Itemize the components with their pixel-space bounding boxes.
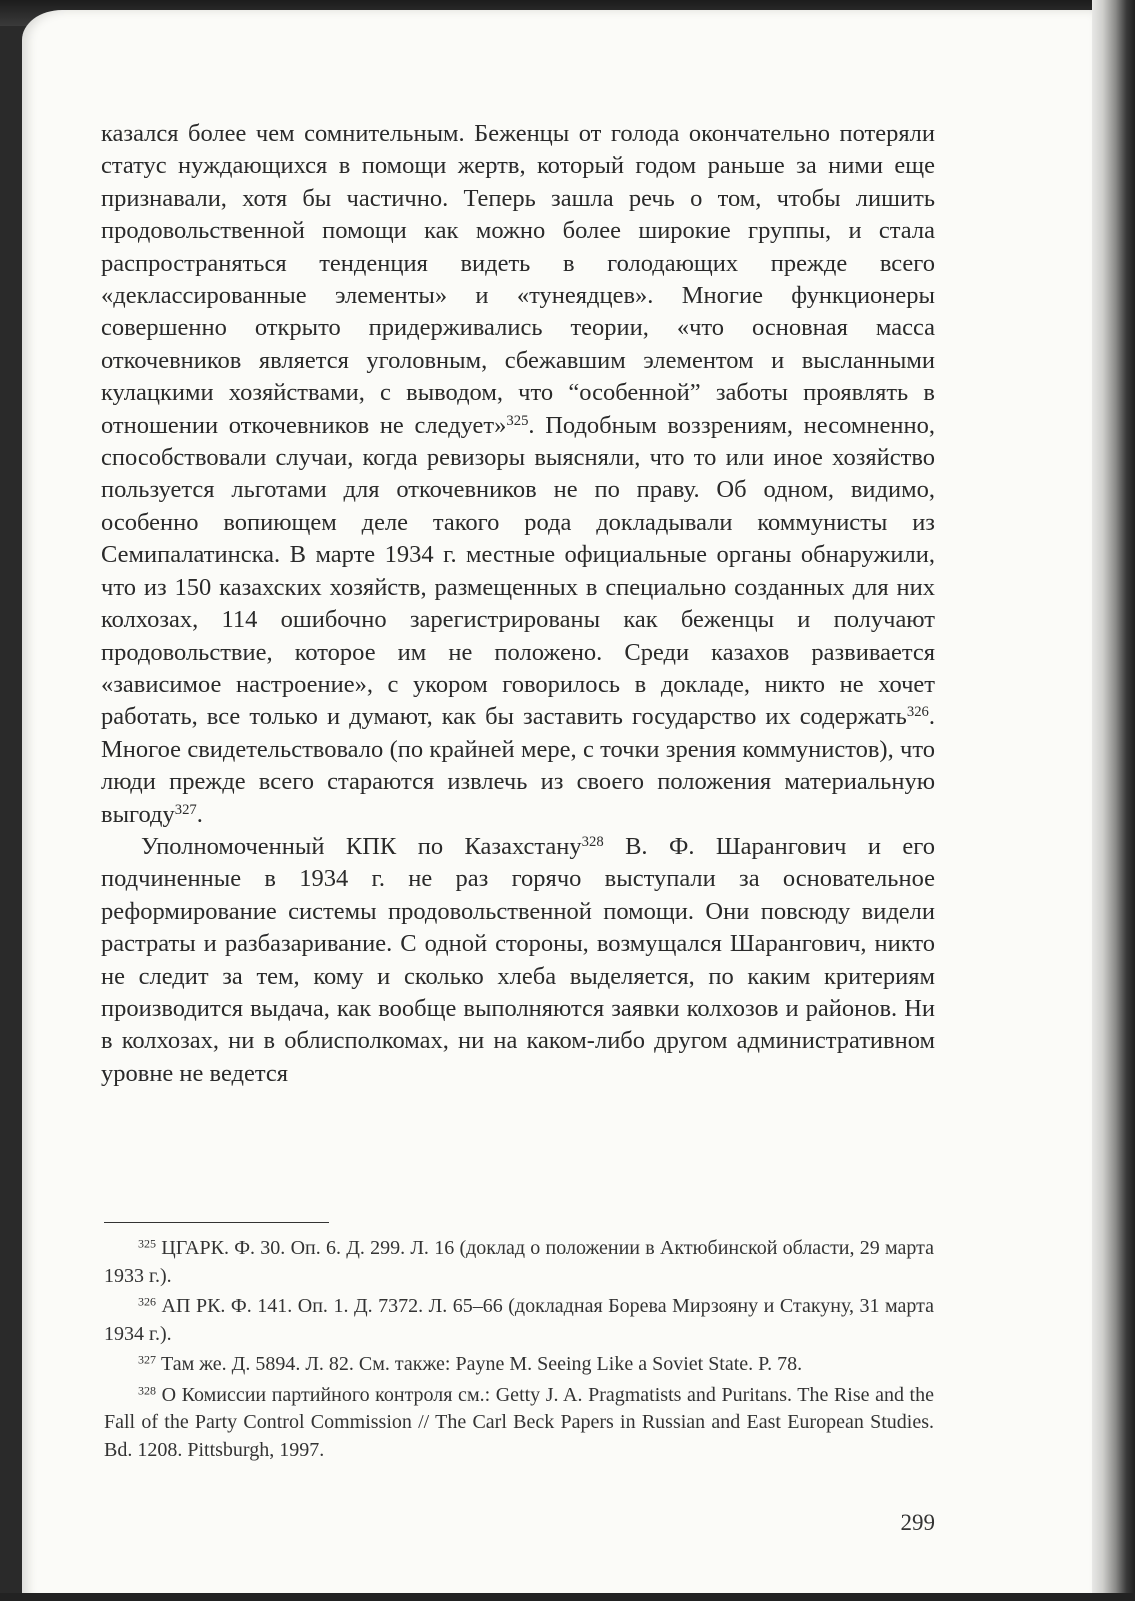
footnotes <box>104 1235 934 1467</box>
footnote-ref-327[interactable]: 327 <box>174 801 197 818</box>
footnote-ref-328[interactable]: 328 <box>581 833 604 850</box>
footnote-text: АП РК. Ф. 141. Оп. 1. Д. 7372. Л. 65–66 (докладная Борева Мирзояну и Стакуну, 31 марта 1934 г.). <box>104 1295 935 1345</box>
footnote-326 <box>104 1293 934 1348</box>
footnote-ref-326[interactable]: 326 <box>906 704 929 721</box>
footnote-ref-325[interactable]: 325 <box>506 412 529 429</box>
text-run: . Подобным воззрениям, несомненно, способствовали случаи, когда ревизоры выясняли, что то или иное хозяйство пользуется льготами для откочевников не по праву. Об одном, видимо, особенно вопиющем деле такого рода докладывали коммунисты из Семипалатинска. В марте 1934 г. местные официальные органы обнаружили, что из 150 казахских хозяйств, размещенных в специально созданных для них колхозах, 114 ошибочно зарегистрированы как беженцы и получают продовольствие, которое им не положено. Среди казахов развивается «зависимое настроение», с укором говорилось в докладе, никто не хочет работать, все только и думают, как бы заставить государство их содержать <box>101 411 935 731</box>
footnote-number: 326 <box>138 1294 156 1309</box>
text-run: казался более чем сомнительным. Беженцы от голода окончательно потеряли статус нуждающихся в помощи жертв, который годом раньше за ними еще признавали, хотя бы частично. Теперь зашла речь о том, чтобы лишить продовольственной помощи как можно более широкие группы, и стала распространяться тенденция видеть в голодающих прежде всего «деклассированные элементы» и «тунеядцев». Многие функционеры совершенно открыто придерживались теории, «что основная масса откочевников является уголовным, сбежавшим элементом и высланными кулацкими хозяйствами, с выводом, что “особенной” заботы проявлять в отношении откочевников не следует» <box>101 120 935 439</box>
paragraph-1 <box>101 118 935 831</box>
footnote-number: 328 <box>138 1382 156 1397</box>
text-run: . <box>196 800 203 828</box>
footnote-327 <box>104 1351 934 1379</box>
footnote-325 <box>104 1235 934 1290</box>
footnote-text: ЦГАРК. Ф. 30. Оп. 6. Д. 299. Л. 16 (доклад о положении в Актюбинской области, 29 марта 1933 г.). <box>104 1237 935 1287</box>
main-text <box>101 118 935 1090</box>
paragraph-2 <box>101 831 935 1090</box>
footnote-number: 325 <box>138 1236 156 1251</box>
scan-bottom-border <box>0 1593 1135 1601</box>
book-binding-edge <box>1092 0 1135 1601</box>
footnote-number: 327 <box>138 1352 156 1367</box>
footnote-text: О Комиссии партийного контроля см.: Getty J. A. Pragmatists and Puritans. The Rise and the Fall of the Party Control Commission // The Carl Beck Papers in Russian and East European Studies. Bd. 1208. Pittsburgh, 1997. <box>104 1383 934 1461</box>
footnote-separator <box>104 1222 329 1223</box>
footnote-328 <box>104 1382 934 1465</box>
page-number: 299 <box>900 1510 935 1535</box>
text-run: Уполномоченный КПК по Казахстану <box>141 832 582 860</box>
text-run: В. Ф. Шарангович и его подчиненные в 1934 г. не раз горячо выступали за основательное реформирование системы продовольственной помощи. Они повсюду видели растраты и разбазаривание. С одной стороны, возмущался Шарангович, никто не следит за тем, кому и сколько хлеба выделяется, по каким критериям производится выдача, как вообще выполняются заявки колхозов и районов. Ни в колхозах, ни в облисполкомах, ни на каком-либо другом административном уровне не ведется <box>101 832 935 1087</box>
footnote-text: Там же. Д. 5894. Л. 82. См. также: Payne M. Seeing Like a Soviet State. P. 78. <box>161 1353 803 1375</box>
text-run: . Многое свидетельствовало (по крайней мере, с точки зрения коммунистов), что люди прежде всего стараются извлечь из своего положения материальную выгоду <box>101 703 935 828</box>
